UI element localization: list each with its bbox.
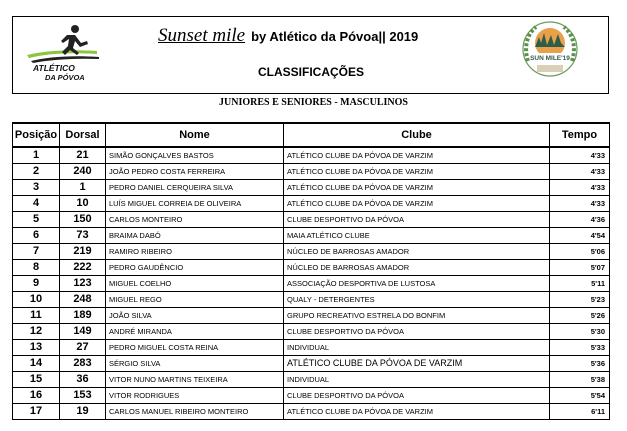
table-row bbox=[13, 275, 610, 291]
bib-cell: 150 bbox=[60, 211, 106, 227]
club-cell: CLUBE DESPORTIVO DA PÓVOA bbox=[284, 323, 550, 339]
sun-mile-badge bbox=[520, 19, 580, 83]
position-cell: 7 bbox=[13, 243, 60, 259]
club-cell: NÚCLEO DE BARROSAS AMADOR bbox=[284, 259, 550, 275]
table-row bbox=[13, 291, 610, 307]
time-cell: 5'11 bbox=[550, 275, 610, 291]
table-row bbox=[13, 323, 610, 339]
name-cell: MIGUEL REGO bbox=[106, 291, 284, 307]
time-cell: 4'36 bbox=[550, 211, 610, 227]
position-cell: 5 bbox=[13, 211, 60, 227]
club-cell: ASSOCIAÇÃO DESPORTIVA DE LUSTOSA bbox=[284, 275, 550, 291]
club-cell: INDIVIDUAL bbox=[284, 371, 550, 387]
table-row bbox=[13, 243, 610, 259]
name-cell: BRAIMA DABÓ bbox=[106, 227, 284, 243]
club-cell: ATLÉTICO CLUBE DA PÓVOA DE VARZIM bbox=[284, 403, 550, 419]
bib-cell: 21 bbox=[60, 147, 106, 163]
bib-cell: 153 bbox=[60, 387, 106, 403]
time-cell: 4'33 bbox=[550, 179, 610, 195]
position-cell: 14 bbox=[13, 355, 60, 371]
club-cell: CLUBE DESPORTIVO DA PÓVOA bbox=[284, 211, 550, 227]
bib-cell: 19 bbox=[60, 403, 106, 419]
name-cell: PEDRO MIGUEL COSTA REINA bbox=[106, 339, 284, 355]
table-row bbox=[13, 371, 610, 387]
column-header-bib: Dorsal bbox=[60, 123, 106, 147]
table-row bbox=[13, 259, 610, 275]
time-cell: 4'33 bbox=[550, 195, 610, 211]
badge-text: SUN MILE'19 bbox=[530, 55, 570, 62]
time-cell: 4'33 bbox=[550, 147, 610, 163]
event-byline: by Atlético da Póvoa|| 2019 bbox=[251, 29, 419, 44]
document-header bbox=[12, 16, 609, 94]
document-title: CLASSIFICAÇÕES bbox=[258, 65, 365, 79]
time-cell: 5'38 bbox=[550, 371, 610, 387]
column-header-time: Tempo bbox=[550, 123, 610, 147]
bib-cell: 10 bbox=[60, 195, 106, 211]
position-cell: 16 bbox=[13, 387, 60, 403]
time-cell: 5'23 bbox=[550, 291, 610, 307]
table-row bbox=[13, 179, 610, 195]
bib-cell: 248 bbox=[60, 291, 106, 307]
table-row bbox=[13, 403, 610, 419]
club-cell: ATLÉTICO CLUBE DA PÓVOA DE VARZIM bbox=[284, 195, 550, 211]
position-cell: 15 bbox=[13, 371, 60, 387]
club-cell: NÚCLEO DE BARROSAS AMADOR bbox=[284, 243, 550, 259]
name-cell: LUÍS MIGUEL CORREIA DE OLIVEIRA bbox=[106, 195, 284, 211]
club-cell: INDIVIDUAL bbox=[284, 339, 550, 355]
name-cell: VITOR RODRIGUES bbox=[106, 387, 284, 403]
table-row bbox=[13, 355, 610, 371]
name-cell: PEDRO GAUDÊNCIO bbox=[106, 259, 284, 275]
position-cell: 12 bbox=[13, 323, 60, 339]
name-cell: RAMIRO RIBEIRO bbox=[106, 243, 284, 259]
name-cell: SIMÃO GONÇALVES BASTOS bbox=[106, 147, 284, 163]
bib-cell: 240 bbox=[60, 163, 106, 179]
title-line bbox=[158, 25, 418, 47]
club-cell: ATLÉTICO CLUBE DA PÓVOA DE VARZIM bbox=[284, 355, 550, 371]
time-cell: 5'30 bbox=[550, 323, 610, 339]
time-cell: 5'06 bbox=[550, 243, 610, 259]
time-cell: 5'36 bbox=[550, 355, 610, 371]
logo-text-top: ATLÉTICO bbox=[33, 63, 75, 73]
time-cell: 6'11 bbox=[550, 403, 610, 419]
table-row bbox=[13, 147, 610, 163]
name-cell: SÉRGIO SILVA bbox=[106, 355, 284, 371]
club-cell: QUALY - DETERGENTES bbox=[284, 291, 550, 307]
position-cell: 11 bbox=[13, 307, 60, 323]
bib-cell: 1 bbox=[60, 179, 106, 195]
club-cell: ATLÉTICO CLUBE DA PÓVOA DE VARZIM bbox=[284, 163, 550, 179]
position-cell: 1 bbox=[13, 147, 60, 163]
bib-cell: 149 bbox=[60, 323, 106, 339]
position-cell: 2 bbox=[13, 163, 60, 179]
position-cell: 3 bbox=[13, 179, 60, 195]
name-cell: VITOR NUNO MARTINS TEIXEIRA bbox=[106, 371, 284, 387]
position-cell: 4 bbox=[13, 195, 60, 211]
table-row bbox=[13, 211, 610, 227]
table-row bbox=[13, 339, 610, 355]
time-cell: 5'33 bbox=[550, 339, 610, 355]
bib-cell: 189 bbox=[60, 307, 106, 323]
table-row bbox=[13, 307, 610, 323]
bib-cell: 73 bbox=[60, 227, 106, 243]
event-name: Sunset mile bbox=[158, 25, 246, 46]
position-cell: 10 bbox=[13, 291, 60, 307]
table-row bbox=[13, 163, 610, 179]
position-cell: 8 bbox=[13, 259, 60, 275]
club-cell: MAIA ATLÉTICO CLUBE bbox=[284, 227, 550, 243]
club-cell: CLUBE DESPORTIVO DA PÓVOA bbox=[284, 387, 550, 403]
table-row bbox=[13, 227, 610, 243]
name-cell: ANDRÉ MIRANDA bbox=[106, 323, 284, 339]
position-cell: 6 bbox=[13, 227, 60, 243]
position-cell: 9 bbox=[13, 275, 60, 291]
results-body bbox=[13, 147, 610, 419]
bib-cell: 123 bbox=[60, 275, 106, 291]
time-cell: 5'54 bbox=[550, 387, 610, 403]
time-cell: 4'33 bbox=[550, 163, 610, 179]
club-cell: ATLÉTICO CLUBE DA PÓVOA DE VARZIM bbox=[284, 147, 550, 163]
table-row bbox=[13, 195, 610, 211]
bib-cell: 222 bbox=[60, 259, 106, 275]
column-header-club: Clube bbox=[284, 123, 550, 147]
atletico-povoa-logo bbox=[23, 21, 105, 83]
name-cell: CARLOS MONTEIRO bbox=[106, 211, 284, 227]
time-cell: 5'26 bbox=[550, 307, 610, 323]
laurel-badge-icon bbox=[523, 22, 577, 76]
name-cell: MIGUEL COELHO bbox=[106, 275, 284, 291]
bib-cell: 27 bbox=[60, 339, 106, 355]
table-row bbox=[13, 387, 610, 403]
time-cell: 5'07 bbox=[550, 259, 610, 275]
name-cell: CARLOS MANUEL RIBEIRO MONTEIRO bbox=[106, 403, 284, 419]
results-table bbox=[12, 122, 610, 420]
position-cell: 17 bbox=[13, 403, 60, 419]
table-header-row bbox=[13, 123, 610, 147]
time-cell: 4'54 bbox=[550, 227, 610, 243]
name-cell: PEDRO DANIEL CERQUEIRA SILVA bbox=[106, 179, 284, 195]
name-cell: JOÃO SILVA bbox=[106, 307, 284, 323]
position-cell: 13 bbox=[13, 339, 60, 355]
club-cell: ATLÉTICO CLUBE DA PÓVOA DE VARZIM bbox=[284, 179, 550, 195]
runner-icon bbox=[27, 25, 99, 63]
column-header-name: Nome bbox=[106, 123, 284, 147]
column-header-position: Posição bbox=[13, 123, 60, 147]
category-title: JUNIORES E SENIORES - MASCULINOS bbox=[219, 97, 408, 108]
bib-cell: 36 bbox=[60, 371, 106, 387]
bib-cell: 283 bbox=[60, 355, 106, 371]
bib-cell: 219 bbox=[60, 243, 106, 259]
logo-text-bottom: DA PÓVOA bbox=[45, 73, 85, 82]
name-cell: JOÃO PEDRO COSTA FERREIRA bbox=[106, 163, 284, 179]
club-cell: GRUPO RECREATIVO ESTRELA DO BONFIM bbox=[284, 307, 550, 323]
